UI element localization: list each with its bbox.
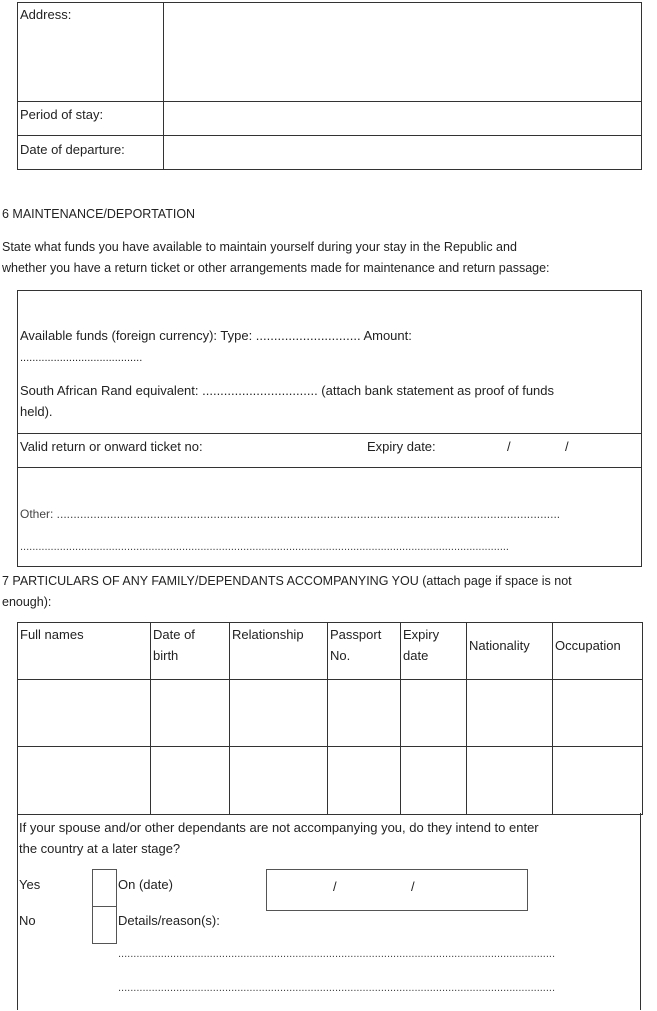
- dependant-1-passport-cell[interactable]: [330, 682, 398, 744]
- dependants-table: [17, 622, 642, 814]
- return-ticket-label: Valid return or onward ticket no:: [20, 439, 203, 454]
- column-divider: [466, 622, 467, 814]
- ticket-expiry-separator: /: [565, 439, 569, 454]
- row-divider: [17, 101, 641, 102]
- row-divider: [17, 467, 641, 468]
- on-date-separator: /: [411, 879, 415, 894]
- column-divider: [552, 622, 553, 814]
- other-arrangements-dots[interactable]: ................................................................................................................................................................: [20, 541, 509, 553]
- row-divider: [17, 746, 642, 747]
- row-divider: [17, 135, 641, 136]
- row-divider: [17, 679, 642, 680]
- details-reasons-label: Details/reason(s):: [118, 913, 220, 928]
- address-label: Address:: [20, 7, 72, 22]
- later-stage-question: If your spouse and/or other dependants are not accompanying you, do they intend to enter: [19, 820, 539, 835]
- column-header-relationship: Relationship: [232, 627, 304, 642]
- row-divider: [17, 433, 641, 434]
- column-header-expiry-line2: date: [403, 648, 429, 663]
- on-date-separator: /: [333, 879, 337, 894]
- other-arrangements-line[interactable]: Other: .......................................................................................................................................................: [20, 507, 561, 521]
- column-header-date-of-birth: Date of: [153, 627, 195, 642]
- column-header-passport: Passport: [330, 627, 382, 642]
- on-date-field[interactable]: [266, 869, 528, 911]
- dependant-2-relationship-cell[interactable]: [232, 749, 325, 811]
- column-divider: [163, 2, 164, 169]
- date-of-departure-label: Date of departure:: [20, 142, 125, 157]
- column-divider: [327, 622, 328, 814]
- yes-label: Yes: [19, 877, 41, 892]
- section-7-heading: 7 PARTICULARS OF ANY FAMILY/DEPENDANTS ACCOMPANYING YOU (attach page if space is not: [2, 574, 572, 588]
- dependant-1-dob-cell[interactable]: [153, 682, 227, 744]
- dependant-1-relationship-cell[interactable]: [232, 682, 325, 744]
- section-6-instruction-line1: State what funds you have available to maintain yourself during your stay in the Republic and: [2, 240, 517, 254]
- section-7-heading-line2: enough):: [2, 595, 52, 609]
- column-header-expiry: Expiry: [403, 627, 440, 642]
- on-date-label: On (date): [118, 877, 173, 892]
- box-right-border: [640, 813, 641, 1010]
- column-header-full-names: Full names: [20, 627, 84, 642]
- later-stage-box: [17, 813, 642, 1011]
- column-divider: [400, 622, 401, 814]
- column-header-date-of-birth-line2: birth: [153, 648, 179, 663]
- dependant-2-full-names-cell[interactable]: [19, 749, 148, 811]
- column-divider: [229, 622, 230, 814]
- column-header-nationality: Nationality: [469, 638, 530, 653]
- dependant-1-expiry-cell[interactable]: [403, 682, 464, 744]
- details-reasons-line2[interactable]: ...............................................................................................................................................: [118, 982, 556, 994]
- section-6-heading: 6 MAINTENANCE/DEPORTATION: [2, 207, 196, 221]
- available-funds-line: Available funds (foreign currency): Type: ............................. Amount:: [20, 328, 412, 343]
- dependant-2-dob-cell[interactable]: [153, 749, 227, 811]
- available-funds-dots[interactable]: ........................................: [20, 352, 143, 364]
- column-header-occupation: Occupation: [555, 638, 621, 653]
- column-header-passport-line2: No.: [330, 648, 351, 663]
- dependant-2-nationality-cell[interactable]: [469, 749, 550, 811]
- yes-checkbox[interactable]: [92, 869, 117, 907]
- period-of-stay-label: Period of stay:: [20, 107, 104, 122]
- dependant-2-passport-cell[interactable]: [330, 749, 398, 811]
- column-divider: [150, 622, 151, 814]
- ticket-expiry-label: Expiry date:: [367, 439, 436, 454]
- later-stage-question-line2: the country at a later stage?: [19, 841, 181, 856]
- period-of-stay-field[interactable]: [167, 104, 637, 133]
- rand-equivalent-line: South African Rand equivalent: ................................ (attach bank statement as proof of funds: [20, 383, 555, 398]
- date-of-departure-field[interactable]: [167, 138, 637, 166]
- no-label: No: [19, 913, 36, 928]
- dependant-1-occupation-cell[interactable]: [555, 682, 639, 744]
- no-checkbox[interactable]: [92, 905, 117, 944]
- address-field[interactable]: [167, 5, 637, 99]
- dependant-1-full-names-cell[interactable]: [19, 682, 148, 744]
- dependant-1-nationality-cell[interactable]: [469, 682, 550, 744]
- maintenance-box: [17, 290, 641, 566]
- section-6-instruction-line2: whether you have a return ticket or other arrangements made for maintenance and return passage:: [2, 261, 550, 275]
- box-left-border: [17, 813, 18, 1010]
- accommodation-table: [17, 2, 641, 169]
- details-reasons-line1[interactable]: ...............................................................................................................................................: [118, 948, 556, 960]
- dependant-2-expiry-cell[interactable]: [403, 749, 464, 811]
- dependant-2-occupation-cell[interactable]: [555, 749, 639, 811]
- ticket-expiry-separator: /: [507, 439, 511, 454]
- rand-equivalent-line2: held).: [20, 404, 53, 419]
